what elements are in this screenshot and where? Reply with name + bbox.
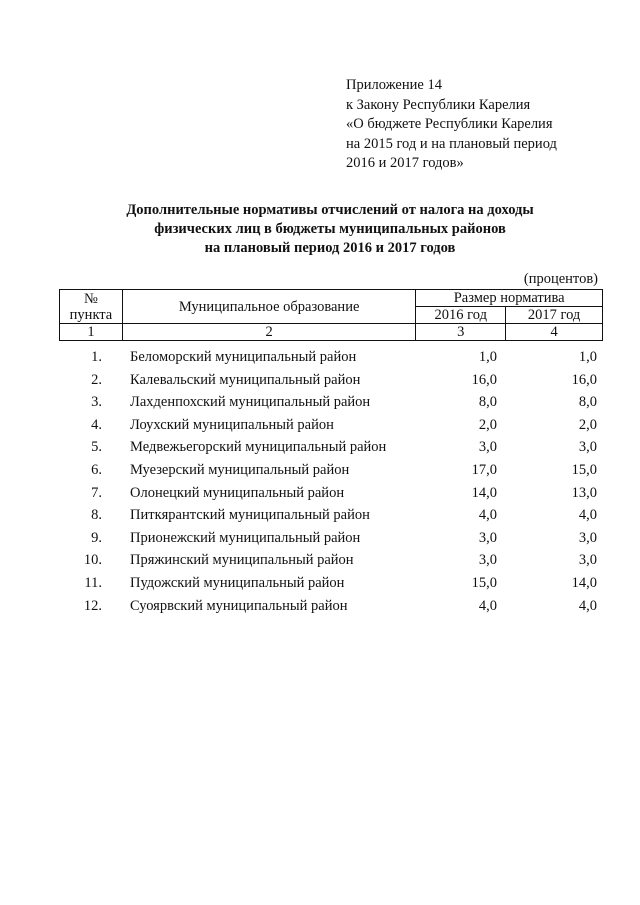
row-number: 5.	[91, 439, 102, 456]
row-value-2017: 2,0	[578, 416, 597, 433]
row-value-2016: 4,0	[478, 507, 497, 524]
row-value-2017: 15,0	[571, 461, 597, 478]
table-row	[59, 436, 603, 459]
row-value-2017: 4,0	[578, 507, 597, 524]
row-municipality: Медвежьегорский муниципальный район	[130, 439, 387, 456]
appendix-line: 2016 и 2017 годов»	[346, 155, 464, 171]
row-value-2017: 16,0	[571, 371, 597, 388]
row-value-2017: 1,0	[578, 349, 597, 365]
column-number: 4	[506, 324, 603, 341]
row-municipality: Калевальский муниципальный район	[130, 371, 361, 388]
row-number: 4.	[91, 416, 102, 433]
header-num-label: пункта	[69, 306, 113, 323]
row-value-2016: 17,0	[471, 461, 497, 478]
table-body	[59, 346, 603, 617]
row-number: 6.	[91, 461, 102, 478]
row-municipality: Прионежский муниципальный район	[130, 529, 361, 546]
row-value-2016: 15,0	[471, 574, 497, 591]
row-municipality: Питкярантский муниципальный район	[130, 507, 370, 524]
row-municipality: Лахденпохский муниципальный район	[130, 394, 371, 411]
row-number: 7.	[91, 484, 102, 501]
column-number: 2	[122, 324, 415, 341]
header-year-2016: 2016 год	[416, 307, 506, 324]
units-label: (процентов)	[523, 271, 598, 287]
row-value-2017: 8,0	[578, 394, 597, 411]
title-line: на плановый период 2016 и 2017 годов	[204, 240, 456, 256]
row-value-2016: 14,0	[471, 484, 497, 501]
header-norm-size: Размер норматива	[416, 290, 603, 307]
row-value-2016: 3,0	[478, 552, 497, 569]
header-num-cell	[60, 290, 123, 324]
row-value-2017: 3,0	[578, 529, 597, 546]
row-value-2017: 13,0	[571, 484, 597, 501]
header-municipality: Муниципальное образование	[122, 290, 415, 324]
row-municipality: Лоухский муниципальный район	[130, 416, 334, 433]
appendix-line: на 2015 год и на плановый период	[346, 135, 557, 152]
row-number: 12.	[83, 597, 102, 614]
title-line: физических лиц в бюджеты муниципальных районов	[154, 221, 506, 237]
row-number: 11.	[84, 574, 102, 591]
table-row	[59, 549, 603, 572]
row-value-2017: 3,0	[578, 439, 597, 456]
row-value-2016: 16,0	[471, 371, 497, 388]
row-municipality: Олонецкий муниципальный район	[130, 484, 345, 501]
table-header	[59, 289, 603, 341]
header-year-2017: 2017 год	[506, 307, 603, 324]
appendix-line: к Закону Республики Карелия	[346, 96, 531, 113]
row-number: 9.	[91, 529, 102, 546]
row-value-2016: 2,0	[478, 416, 497, 433]
appendix-line: «О бюджете Республики Карелия	[346, 116, 553, 132]
table-row	[59, 459, 603, 482]
row-municipality: Муезерский муниципальный район	[130, 461, 350, 478]
row-value-2016: 1,0	[478, 349, 497, 365]
table-row	[59, 572, 603, 595]
row-number: 1.	[91, 349, 102, 365]
row-number: 8.	[91, 507, 102, 524]
table-row	[59, 346, 603, 369]
row-value-2016: 3,0	[478, 439, 497, 456]
document-title	[60, 201, 600, 258]
table-row	[59, 482, 603, 505]
row-municipality: Пряжинский муниципальный район	[130, 552, 354, 569]
table-row	[59, 391, 603, 414]
table-row	[59, 504, 603, 527]
appendix-note	[346, 76, 557, 174]
row-value-2016: 3,0	[478, 529, 497, 546]
row-value-2017: 4,0	[578, 597, 597, 614]
table-row	[59, 595, 603, 618]
row-value-2016: 8,0	[478, 394, 497, 411]
row-municipality: Суоярвский муниципальный район	[130, 597, 348, 614]
row-number: 10.	[83, 552, 102, 569]
table-row	[59, 369, 603, 392]
row-municipality: Пудожский муниципальный район	[130, 574, 345, 591]
row-value-2017: 14,0	[571, 574, 597, 591]
row-value-2016: 4,0	[478, 597, 497, 614]
row-municipality: Беломорский муниципальный район	[130, 349, 357, 365]
title-line: Дополнительные нормативы отчислений от налога на доходы	[126, 202, 534, 218]
row-number: 3.	[91, 394, 102, 411]
table-row	[59, 414, 603, 437]
column-number: 1	[60, 324, 123, 341]
appendix-line: Приложение 14	[346, 77, 442, 93]
row-value-2017: 3,0	[578, 552, 597, 569]
table-row	[59, 527, 603, 550]
column-number: 3	[416, 324, 506, 341]
row-number: 2.	[91, 371, 102, 388]
header-num-symbol: №	[84, 290, 98, 307]
